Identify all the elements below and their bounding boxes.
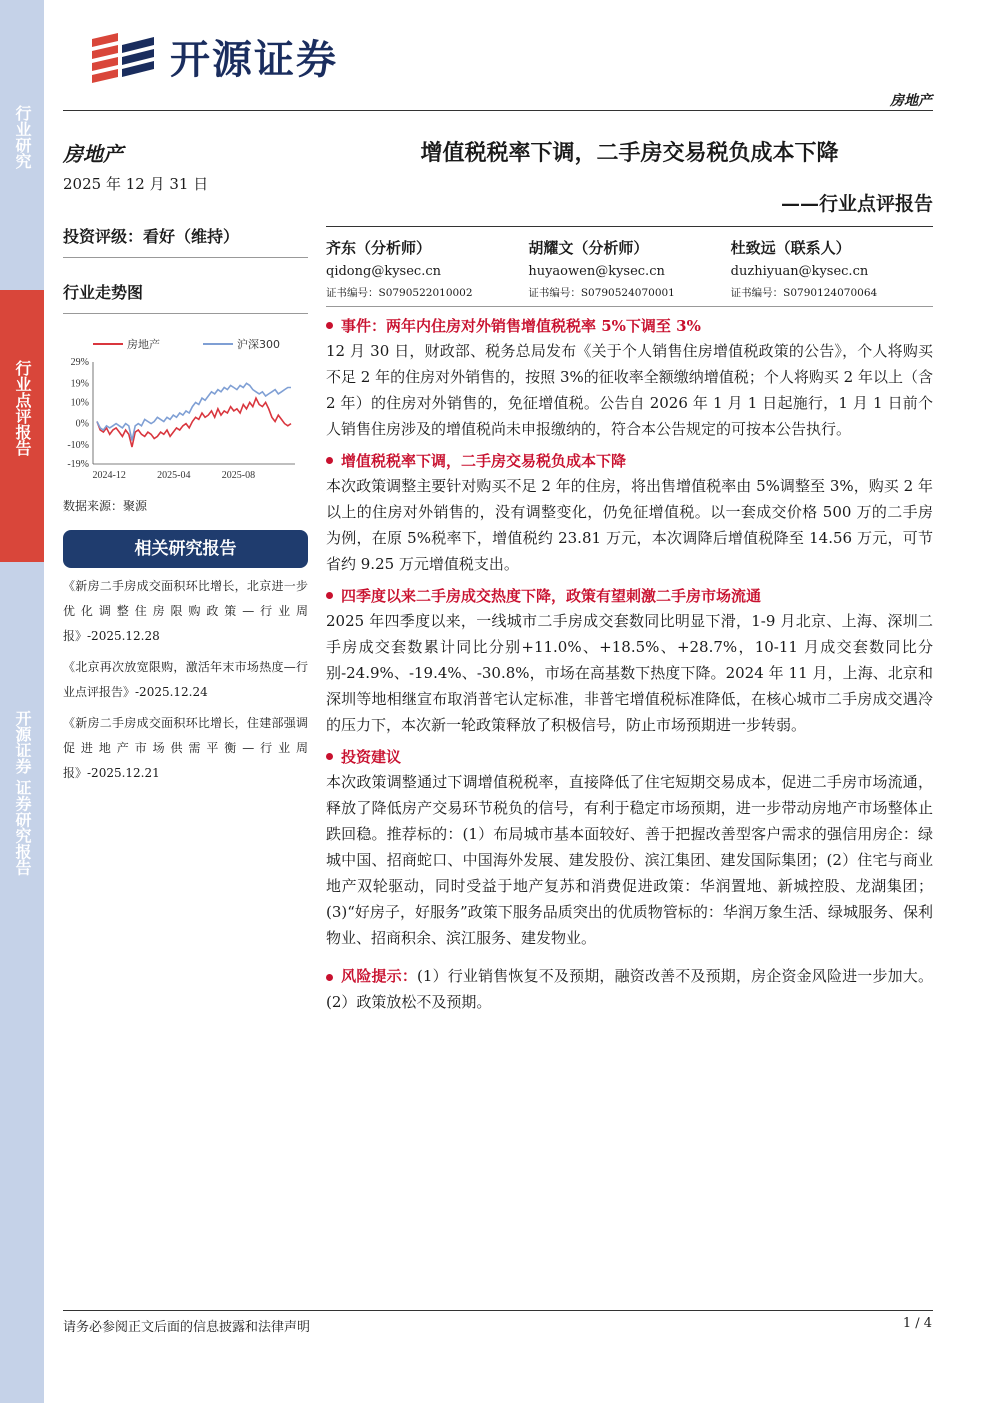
section-heading [326,746,933,767]
footer-divider [63,1310,933,1311]
brand-logo [88,28,338,85]
analyst-name: 杜致远（联系人） [730,239,851,257]
bullet-icon [326,974,333,981]
section-body: 本次政策调整主要针对购买不足 2 年的住房，将出售增值税率由 5%调整至 3%，购买 2 年以上的住房对外销售的，没有调整变化，仍免征增值税。以一套成交价格 500 万的二手房为例，在原 5%税率下，增值税约 23.81 万元，本次调降后增值税降至 14.56 万元，可节省约 9.25 万元增值税支出。 [326,477,933,573]
x-tick-label: 2025-08 [221,470,256,481]
bullet-icon [326,592,333,599]
section-heading [326,315,933,336]
y-tick-label: 19% [70,378,89,390]
analyst-cert: 证书编号：S0790524070001 [528,287,675,299]
sidebar [0,0,44,1403]
x-tick-label: 2024-12 [92,470,126,481]
report-title: 增值税税率下调，二手房交易税负成本下降 [420,140,839,166]
related-report-item[interactable]: 《新房二手房成交面积环比增长，北京进一步优化调整住房限购政策—行业周报》-2025.12.28 [63,579,308,643]
header-sector: 房地产 [890,93,932,109]
analyst-name: 齐东（分析师） [326,239,432,257]
sidebar-label-brand: 开源证券 证券研究报告 [13,710,32,876]
sidebar-segment-bottom [0,562,44,1403]
main-column [326,130,933,1015]
related-report-item[interactable]: 《新房二手房成交面积环比增长，住建部强调促进地产市场供需平衡—行业周报》-2025.12.21 [63,716,308,780]
sector-title: 房地产 [63,142,123,166]
section-body: 2025 年四季度以来，一线城市二手房成交套数同比明显下滑，1-9 月北京、上海、深圳二手房成交套数累计同比分别+11.0%、+18.5%、+28.7%，10-11 月成交套数同比分别-24.9%、-19.4%、-30.8%，市场在高基数下热度下降。2024 年 11 月，上海、北京和深圳等地相继宣布取消普宅认定标准，非普宅增值税标准降低，在核心城市二手房成交遇冷的压力下，本次新一轮政策释放了积极信号，防止市场预期进一步转弱。 [326,612,933,734]
y-tick-label: 29% [70,357,89,368]
section-heading-text: 增值税税率下调，二手房交易税负成本下降 [341,452,627,470]
trend-chart [63,314,308,489]
divider [326,226,933,227]
y-tick-label: 0% [75,418,89,430]
risk-warning [326,963,933,1015]
chart-source: 数据来源：聚源 [63,499,148,513]
analyst-card [326,237,528,300]
legend-label: 沪深300 [237,338,280,351]
y-tick-label: 10% [70,397,89,409]
related-reports-header: 相关研究报告 [63,530,308,568]
divider [326,306,933,307]
brand-name: 开源证券 [170,37,338,83]
section-heading [326,585,933,606]
section-heading-text: 四季度以来二手房成交热度下降，政策有望刺激二手房市场流通 [341,587,762,605]
legend-label: 房地产 [127,338,160,351]
analyst-email[interactable]: duzhiyuan@kysec.cn [730,264,869,279]
y-tick-label: -19% [67,459,89,470]
analyst-email[interactable]: qidong@kysec.cn [326,264,441,279]
x-tick-label: 2025-04 [157,470,191,481]
section-body: 本次政策调整通过下调增值税税率，直接降低了住宅短期交易成本，促进二手房市场流通，释放了降低房产交易环节税负的信号，有利于稳定市场预期，进一步带动房地产市场整体止跌回稳。推荐标的：(1）布局城市基本面较好、善于把握改善型客户需求的强信用房企：绿城中国、招商蛇口、中国海外发展、建发股份、滨江集团、建发国际集团；(2）住宅与商业地产双轮驱动，同时受益于地产复苏和消费促进政策：华润置地、新城控股、龙湖集团；(3)“好房子，好服务”政策下服务品质突出的优质物管标的：华润万象生活、绿城服务、保利物业、招商积余、滨江服务、建发物业。 [326,773,933,947]
trend-chart-title: 行业走势图 [63,283,144,302]
sidebar-label-research: 行业研究 [13,105,32,169]
footer-disclaimer: 请务必参阅正文后面的信息披露和法律声明 [63,1320,311,1335]
analyst-email[interactable]: huyaowen@kysec.cn [528,264,665,279]
section-heading-text: 投资建议 [341,748,402,766]
bullet-icon [326,753,333,760]
left-column [63,130,308,786]
report-date: 2025 年 12 月 31 日 [63,175,209,193]
analyst-cert: 证书编号：S0790522010002 [326,287,473,299]
y-tick-label: -10% [67,439,89,451]
report-subtitle: ——行业点评报告 [780,193,933,215]
analyst-name: 胡耀文（分析师） [528,239,649,257]
bullet-icon [326,457,333,464]
divider [63,257,308,258]
header-divider [63,110,933,111]
investment-rating: 投资评级：看好（维持） [63,227,240,246]
analyst-card [528,237,730,300]
bullet-icon [326,322,333,329]
analyst-card [731,237,933,300]
page-number: 1 / 4 [902,1316,932,1331]
section-body: 12 月 30 日，财政部、税务总局发布《关于个人销售住房增值税政策的公告》，个人将购买不足 2 年的住房对外销售的，按照 3%的征收率全额缴纳增值税；个人将购买 2 年以上（含 2 年）的住房对外销售的，免征增值税。公告自 2026 年 1 月 1 日起施行，1 月 1 日前个人销售住房涉及的增值税尚未申报缴纳的，符合本公告规定的可按本公告执行。 [326,342,933,438]
section-heading-text: 事件：两年内住房对外销售增值税税率 5%下调至 3% [341,317,701,335]
risk-body: (1）行业销售恢复不及预期，融资改善不及预期，房企资金风险进一步加大。(2）政策放松不及预期。 [326,967,933,1011]
logo-mark-icon [88,29,158,85]
analyst-list [326,237,933,300]
analyst-cert: 证书编号：S0790124070064 [730,287,878,299]
risk-heading: 风险提示： [341,967,418,985]
sidebar-label-report-type: 行业点评报告 [13,360,32,456]
related-report-item[interactable]: 《北京再次放宽限购，激活年末市场热度—行业点评报告》-2025.12.24 [63,660,308,699]
section-heading [326,450,933,471]
